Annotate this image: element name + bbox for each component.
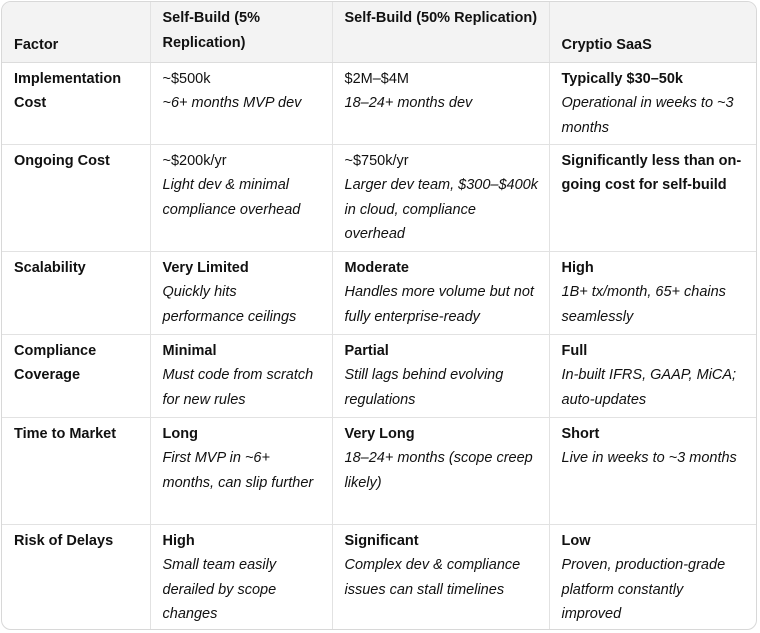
table-cell: [549, 251, 756, 334]
cell-description: Must code from scratch for new rules: [162, 367, 314, 408]
cell-description: Small team easily derailed by scope changes: [162, 557, 277, 622]
comparison-table: [2, 2, 756, 629]
factor-cell: [2, 524, 150, 629]
cell-description: 18–24+ months (scope creep likely): [344, 450, 533, 491]
header-cryptio-saas: Cryptio SaaS: [549, 2, 756, 62]
cell-description: Still lags behind evolving regulations: [344, 367, 504, 408]
cell-value: Moderate: [344, 259, 409, 276]
table-row: [2, 251, 756, 334]
table-cell: [332, 334, 549, 417]
cell-description: In-built IFRS, GAAP, MiCA; auto-updates: [561, 367, 737, 408]
factor-label: Compliance Coverage: [14, 342, 97, 383]
cell-value: ~$200k/yr: [162, 152, 227, 169]
factor-cell: [2, 251, 150, 334]
cell-description: Complex dev & compliance issues can stall timelines: [344, 557, 521, 598]
cell-value: Partial: [344, 342, 389, 359]
table-cell: [150, 251, 332, 334]
header-row: [2, 2, 756, 62]
cell-value: Minimal: [162, 342, 217, 359]
cell-description: 18–24+ months dev: [344, 95, 473, 111]
cell-value: Short: [561, 425, 600, 442]
factor-label: Implementation Cost: [14, 70, 122, 111]
cell-value: Significantly less than on-going cost for self-build: [561, 152, 742, 193]
cell-value: Low: [561, 532, 591, 549]
cell-value: ~$750k/yr: [344, 152, 409, 169]
cell-value: Very Limited: [162, 259, 249, 276]
factor-cell: [2, 62, 150, 144]
table-cell: [332, 144, 549, 251]
table-cell: [332, 417, 549, 524]
table-cell: [150, 417, 332, 524]
cell-description: Light dev & minimal compliance overhead: [162, 177, 301, 218]
header-self-build-50: Self-Build (50% Replication): [332, 2, 549, 62]
table-cell: [549, 417, 756, 524]
table-cell: [332, 62, 549, 144]
factor-label: Risk of Delays: [14, 532, 114, 549]
table-row: [2, 62, 756, 144]
cell-description: First MVP in ~6+ months, can slip further: [162, 450, 314, 491]
factor-cell: [2, 417, 150, 524]
header-factor: Factor: [2, 2, 150, 62]
cell-description: Handles more volume but not fully enterprise-ready: [344, 284, 534, 325]
table-cell: [549, 524, 756, 629]
table-cell: [549, 144, 756, 251]
cell-value: Typically $30–50k: [561, 70, 683, 87]
table-cell: [150, 524, 332, 629]
table-row: [2, 334, 756, 417]
table-row: [2, 524, 756, 629]
cell-value: ~$500k: [162, 70, 211, 87]
cell-description: Operational in weeks to ~3 months: [561, 95, 734, 136]
cell-value: Full: [561, 342, 588, 359]
table-row: [2, 417, 756, 524]
table-cell: [549, 334, 756, 417]
cell-value: Significant: [344, 532, 419, 549]
table-cell: [549, 62, 756, 144]
cell-value: Very Long: [344, 425, 415, 442]
factor-label: Scalability: [14, 259, 86, 276]
table-cell: [150, 144, 332, 251]
table-cell: [332, 524, 549, 629]
factor-cell: [2, 144, 150, 251]
factor-label: Ongoing Cost: [14, 152, 110, 169]
cell-description: Live in weeks to ~3 months: [561, 450, 737, 466]
cell-value: High: [162, 532, 195, 549]
table-row: [2, 144, 756, 251]
cell-description: Quickly hits performance ceilings: [162, 284, 297, 325]
cell-value: High: [561, 259, 594, 276]
cell-description: ~6+ months MVP dev: [162, 95, 302, 111]
table-cell: [332, 251, 549, 334]
table-cell: [150, 62, 332, 144]
factor-cell: [2, 334, 150, 417]
comparison-table-container: [1, 1, 757, 630]
cell-value: Long: [162, 425, 198, 442]
cell-description: Proven, production-grade platform constantly improved: [561, 557, 726, 622]
header-self-build-5: Self-Build (5% Replication): [150, 2, 332, 62]
factor-label: Time to Market: [14, 425, 117, 442]
cell-description: Larger dev team, $300–$400k in cloud, compliance overhead: [344, 177, 538, 242]
cell-value: $2M–$4M: [344, 70, 409, 87]
table-cell: [150, 334, 332, 417]
cell-description: 1B+ tx/month, 65+ chains seamlessly: [561, 284, 726, 325]
